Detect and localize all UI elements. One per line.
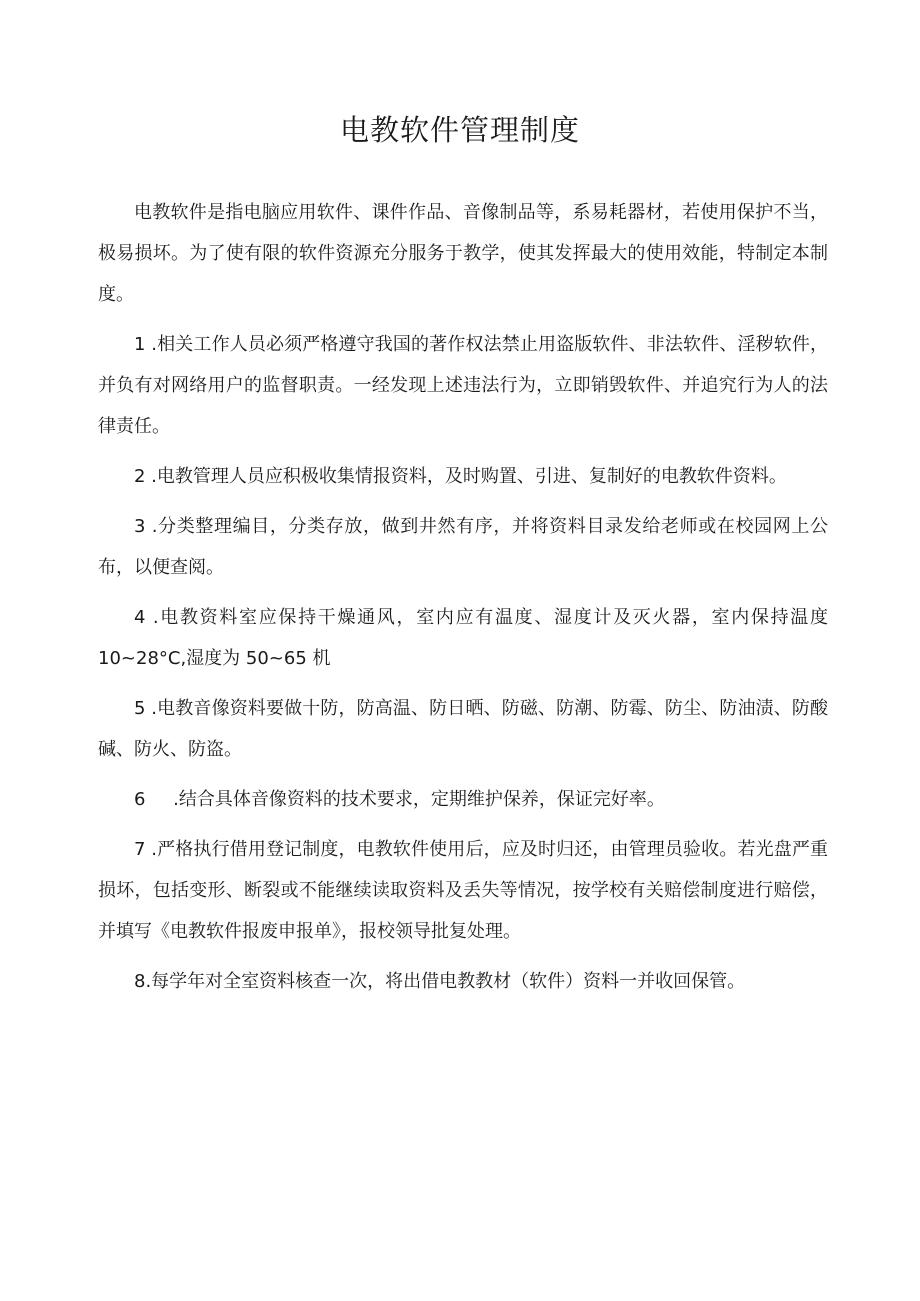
rule-text: .严格执行借用登记制度，电教软件使用后，应及时归还，由管理员验收。若光盘严重损坏，包括变形、断裂或不能继续读取资料及丢失等情况，按学校有关赔偿制度进行赔偿，并填写《电教软件报废申报单》，报校领导批复处理。 bbox=[98, 839, 828, 942]
intro-paragraph: 电教软件是指电脑应用软件、课件作品、音像制品等，系易耗器材，若使用保护不当，极易损坏。为了使有限的软件资源充分服务于教学，使其发挥最大的使用效能，特制定本制度。 bbox=[98, 202, 828, 305]
rule-number: 2 bbox=[134, 466, 146, 487]
rule-text: .每学年对全室资料核查一次，将出借电教教材（软件）资料一并收回保管。 bbox=[145, 971, 746, 992]
rule-item-4 bbox=[98, 597, 828, 679]
rule-item-7 bbox=[98, 829, 828, 952]
rule-number: 6 bbox=[134, 789, 146, 810]
rule-item-5 bbox=[98, 688, 828, 770]
rule-item-6 bbox=[98, 779, 828, 820]
rule-text: .电教资料室应保持干燥通风，室内应有温度、湿度计及灭火器，室内保持温度 10~28°C,湿度为 50~65 机 bbox=[98, 607, 828, 669]
rule-item-3 bbox=[98, 506, 828, 588]
rule-text: .电教音像资料要做十防，防高温、防日晒、防磁、防潮、防霉、防尘、防油渍、防酸碱、防火、防盗。 bbox=[98, 698, 828, 760]
rule-number: 3 bbox=[134, 516, 146, 537]
document-body bbox=[98, 192, 828, 1011]
document-title: 电教软件管理制度 bbox=[339, 113, 580, 147]
rule-text: .相关工作人员必须严格遵守我国的著作权法禁止用盗版软件、非法软件、淫秽软件，并负有对网络用户的监督职责。一经发现上述违法行为，立即销毁软件、并追究行为人的法律责任。 bbox=[98, 334, 828, 437]
rule-item-1 bbox=[98, 324, 828, 447]
rule-text: .分类整理编目，分类存放，做到井然有序，并将资料目录发给老师或在校园网上公布，以便查阅。 bbox=[98, 516, 828, 578]
rule-item-2 bbox=[98, 456, 828, 497]
rule-text: .电教管理人员应积极收集情报资料，及时购置、引进、复制好的电教软件资料。 bbox=[145, 466, 787, 487]
rule-number: 1 bbox=[134, 334, 146, 355]
rule-number: 8 bbox=[134, 971, 146, 992]
rule-number: 4 bbox=[134, 607, 146, 628]
rule-text: .结合具体音像资料的技术要求，定期维护保养，保证完好率。 bbox=[167, 789, 665, 810]
rule-item-8 bbox=[98, 961, 828, 1002]
rule-number: 5 bbox=[134, 698, 146, 719]
rule-number: 7 bbox=[134, 839, 146, 860]
